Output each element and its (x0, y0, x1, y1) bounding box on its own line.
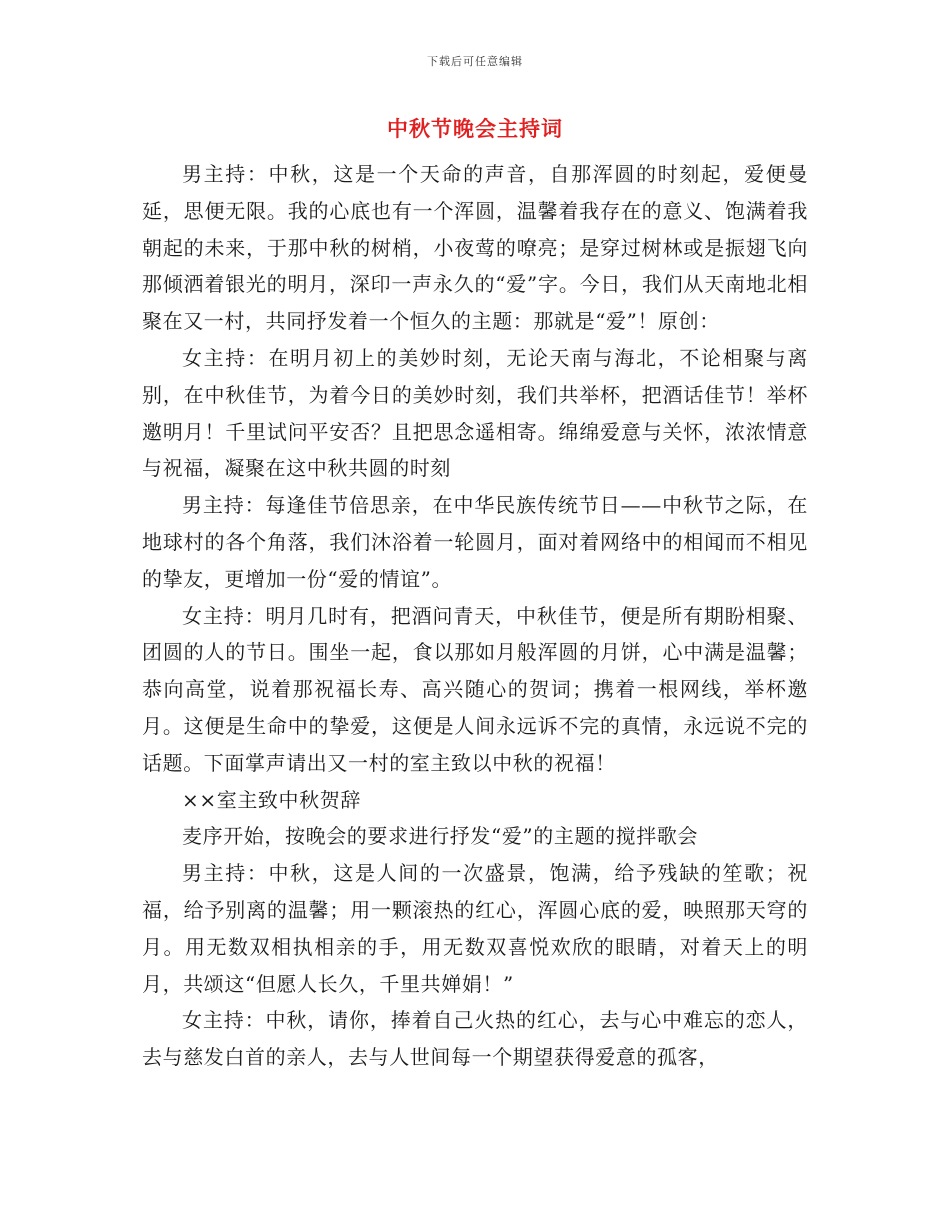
paragraph: 麦序开始，按晚会的要求进行抒发“爱”的主题的搅拌歌会 (182, 824, 699, 849)
header-note: 下载后可任意编辑 (427, 55, 523, 68)
paragraph: 男主持：中秋，这是一个天命的声音，自那浑圆的时刻起，爱便曼延，思便无限。我的心底也有一个浑圆，温馨着我存在的意义、饱满着我朝起的未来，于那中秋的树梢，小夜莺的嘹亮；是穿过树林或是振翅飞向那倾洒着银光的明月，深印一声永久的“爱”字。今日，我们从天南地北相聚在又一村，共同抒发着一个恒久的主题：那就是“爱”！原创： (142, 162, 808, 334)
paragraph: 女主持：中秋，请你，捧着自己火热的红心，去与心中难忘的恋人，去与慈发白首的亲人，去与人世间每一个期望获得爱意的孤客， (142, 1008, 808, 1070)
paragraph: 女主持：明月几时有，把酒问青天，中秋佳节，便是所有期盼相聚、团圆的人的节日。围坐一起，食以那如月般浑圆的月饼，心中满是温馨；恭向高堂，说着那祝福长寿、高兴随心的贺词；携着一根网线，举杯邀月。这便是生命中的挚爱，这便是人间永远诉不完的真情，永远说不完的话题。下面掌声请出又一村的室主致以中秋的祝福！ (142, 603, 808, 775)
paragraph: 男主持：中秋，这是人间的一次盛景，饱满，给予残缺的笙歌；祝福，给予别离的温馨；用一颗滚热的红心，浑圆心底的爱，映照那天穹的月。用无数双相执相亲的手，用无数双喜悦欢欣的眼睛，对着天上的明月，共颂这“但愿人长久，千里共婵娟！” (142, 861, 808, 996)
paragraph: 男主持：每逢佳节倍思亲，在中华民族传统节日——中秋节之际，在地球村的各个角落，我们沐浴着一轮圆月，面对着网络中的相闻而不相见的挚友，更增加一份“爱的情谊”。 (142, 493, 808, 591)
paragraph: ××室主致中秋贺辞 (182, 787, 361, 812)
paragraph: 女主持：在明月初上的美妙时刻，无论天南与海北，不论相聚与离别，在中秋佳节，为着今日的美妙时刻，我们共举杯，把酒话佳节！举杯邀明月！千里试问平安否？且把思念遥相寄。绵绵爱意与关怀，浓浓情意与祝福，凝聚在这中秋共圆的时刻 (142, 345, 808, 481)
document-body (142, 156, 808, 1076)
document-title: 中秋节晚会主持词 (387, 116, 563, 141)
